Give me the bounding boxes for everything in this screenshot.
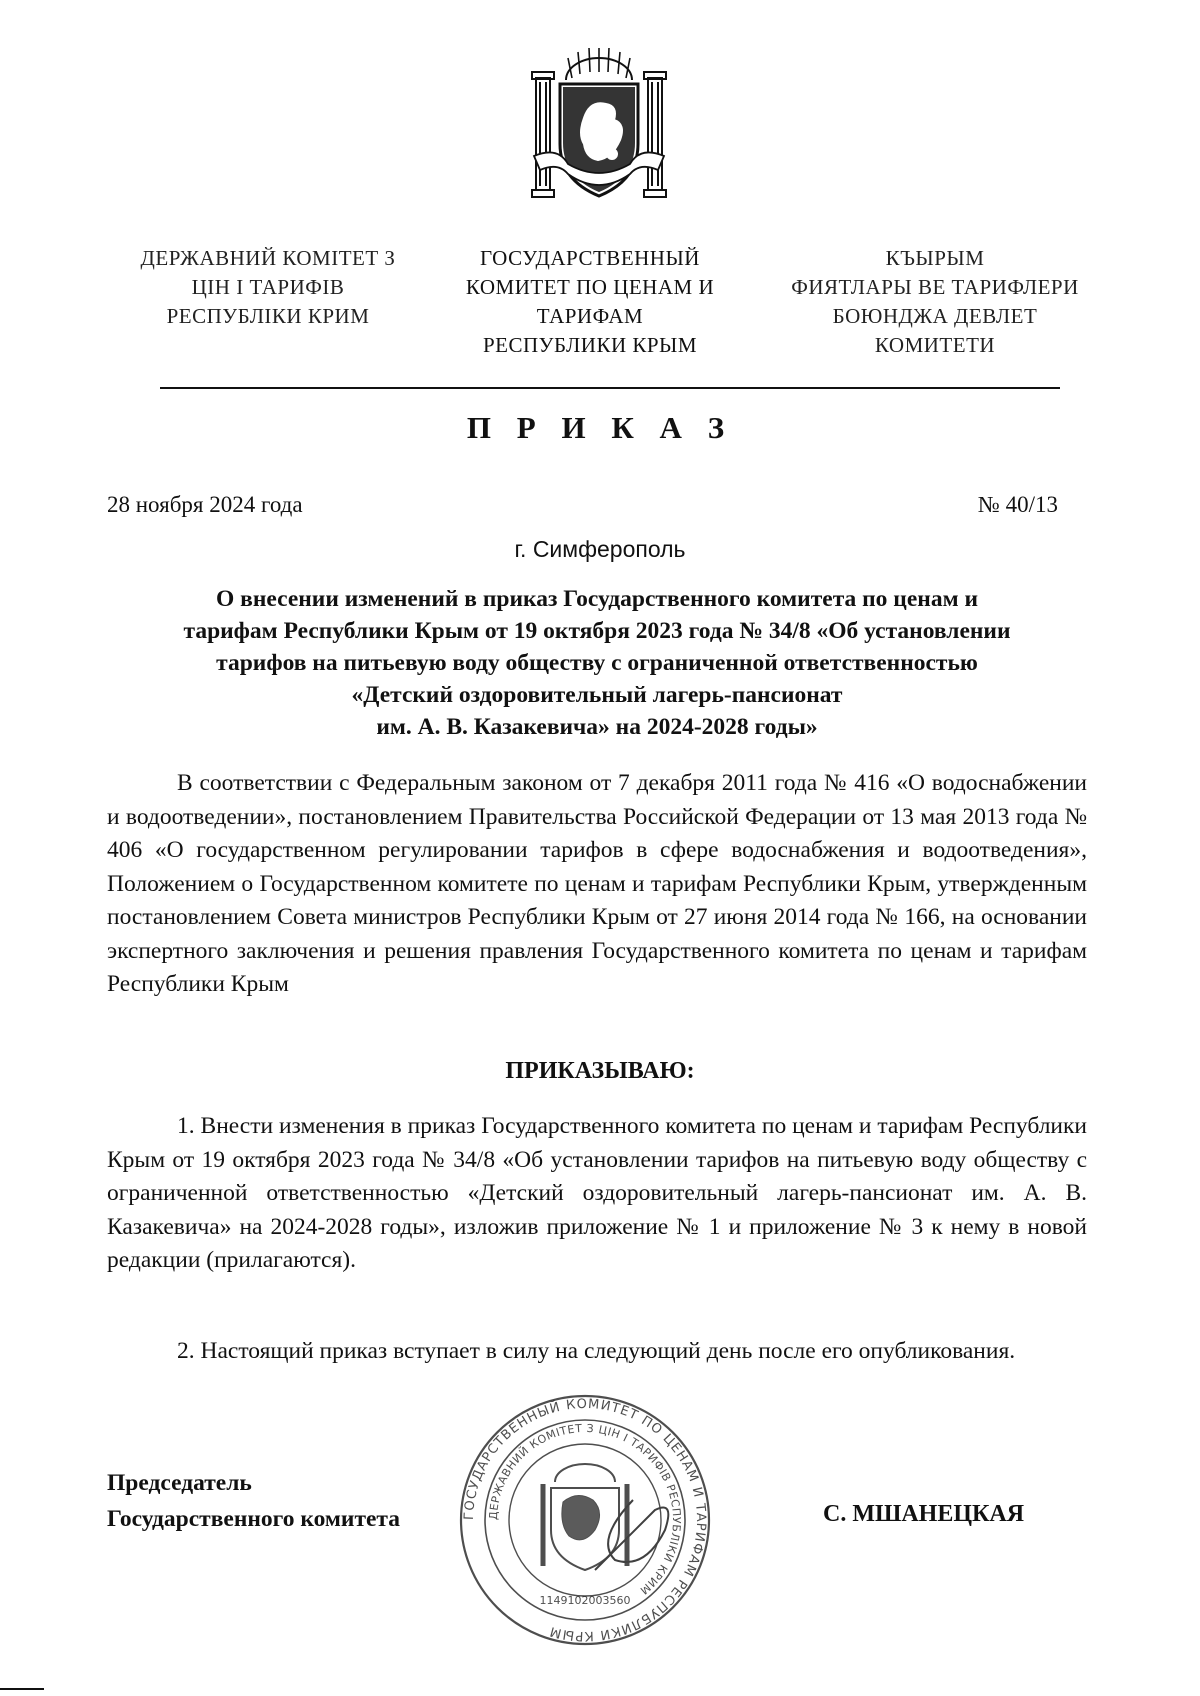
header-ru-line: РЕСПУБЛИКИ КРЫМ — [482, 333, 698, 357]
header-ru-line: КОМИТЕТ ПО ЦЕНАМ И — [465, 275, 715, 299]
header-ukrainian — [118, 244, 418, 331]
subject-line: им. А. В. Казакевича» на 2024-2028 годы» — [376, 714, 818, 740]
document-date: 28 ноября 2024 года — [107, 492, 303, 517]
document-number: № 40/13 — [977, 492, 1058, 517]
signer-position-line: Государственного комитета — [107, 1506, 401, 1532]
header-russian — [440, 244, 740, 360]
preamble-paragraph: В соответствии с Федеральным законом от 7 декабря 2011 года № 416 «О водоснабжении и водоотведении», постановлением Правительства Российской Федерации от 13 мая 2013 года № 406 «О государственном регулировании тарифов в сфере водоснабжения и водоотведения», Положением о Государственном комитете по ценам и тарифам Республики Крым, утвержденным постановлением Совета министров Республики Крым от 27 июня 2014 года № 166, на основании экспертного заключения и решения правления Государственного комитета по ценам и тарифам Республики Крым — [107, 770, 1087, 997]
page-corner-mark — [0, 1688, 44, 1690]
subject-line: тарифов на питьевую воду обществу с ограниченной ответственностью — [216, 650, 978, 676]
header-ua-line: ЦІН І ТАРИФІВ — [191, 275, 345, 299]
order-heading: ПРИКАЗЫВАЮ: — [505, 1058, 695, 1084]
header-crimean-tatar — [772, 244, 1098, 360]
header-cr-line: КЪЫРЫМ — [885, 246, 985, 270]
document-city: г. Симферополь — [514, 536, 686, 562]
official-stamp-icon — [455, 1390, 715, 1650]
header-ua-line: ДЕРЖАВНИЙ КОМІТЕТ З — [140, 246, 396, 270]
stamp-outer-text: ГОСУДАРСТВЕННЫЙ КОМИТЕТ ПО ЦЕНАМ И ТАРИФАМ РЕСПУБЛИКИ КРЫМ — [461, 1396, 709, 1644]
subject-line: О внесении изменений в приказ Государственного комитета по ценам и — [216, 586, 978, 612]
header-divider — [160, 387, 1060, 389]
document-subject — [112, 583, 1082, 743]
header-ru-line: ТАРИФАМ — [536, 304, 644, 328]
header-cr-line: ФИЯТЛАРЫ ВЕ ТАРИФЛЕРИ — [791, 275, 1079, 299]
header-cr-line: КОМИТЕТИ — [874, 333, 996, 357]
subject-line: «Детский оздоровительный лагерь-пансионат — [351, 682, 843, 708]
document-title: П Р И К А З — [466, 410, 734, 445]
header-ru-line: ГОСУДАРСТВЕННЫЙ — [480, 246, 700, 270]
order-item-1: 1. Внести изменения в приказ Государственного комитета по ценам и тарифам Республики Крым от 19 октября 2023 года № 34/8 «Об установлении тарифов на питьевую воду обществу с ограниченной ответственностью «Детский оздоровительный лагерь-пансионат им. А. В. Казакевича» на 2024-2028 годы», изложив приложение № 1 и приложение № 3 к нему в новой редакции (прилагаются). — [107, 1113, 1087, 1273]
subject-line: тарифам Республики Крым от 19 октября 2023 года № 34/8 «Об установлении — [183, 618, 1011, 644]
header-ua-line: РЕСПУБЛІКИ КРИМ — [166, 304, 370, 328]
header-cr-line: БОЮНДЖА ДЕВЛЕТ — [832, 304, 1038, 328]
signer-name: С. МШАНЕЦКАЯ — [823, 1501, 1025, 1527]
signer-position — [107, 1465, 400, 1537]
coat-of-arms-icon — [528, 48, 670, 204]
stamp-inner-text: ДЕРЖАВНИЙ КОМІТЕТ З ЦІН І ТАРИФІВ РЕСПУБЛІКИ КРИМ — [486, 1421, 684, 1598]
order-item-2: 2. Настоящий приказ вступает в силу на следующий день после его опубликования. — [177, 1338, 1016, 1364]
signer-position-line: Председатель — [107, 1470, 252, 1496]
stamp-code: 1149102003560 — [539, 1594, 631, 1607]
